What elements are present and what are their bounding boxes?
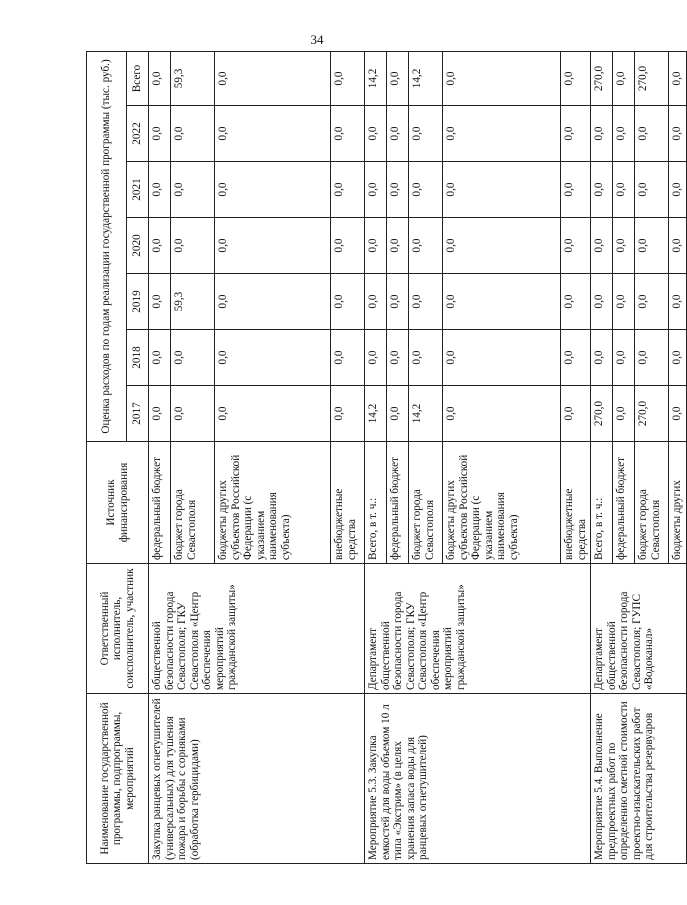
value-cell: 0,0 <box>365 274 387 330</box>
value-cell: 14,2 <box>409 386 443 442</box>
value-cell: 0,0 <box>215 106 331 162</box>
value-cell: 270,0 <box>635 386 669 442</box>
value-cell: 0,0 <box>387 330 409 386</box>
source-label: федеральный бюджет <box>613 442 635 564</box>
value-cell: 0,0 <box>669 106 687 162</box>
value-cell: 0,0 <box>443 106 561 162</box>
source-label: бюджет города Севастополя <box>409 442 443 564</box>
value-cell: 270,0 <box>635 51 669 105</box>
source-label: бюджеты других <box>669 442 687 564</box>
value-cell: 0,0 <box>443 162 561 218</box>
row-name: Мероприятие 5.3. Закупка емкостей для воды объемом 10 л типа «Экстрим» (в целях хранения запаса воды для ранцевых огнетушителей) <box>365 694 591 864</box>
value-cell: 0,0 <box>669 162 687 218</box>
value-cell: 14,2 <box>409 51 443 105</box>
value-cell: 0,0 <box>613 330 635 386</box>
value-cell: 0,0 <box>365 330 387 386</box>
value-cell: 0,0 <box>635 218 669 274</box>
value-cell: 0,0 <box>149 106 171 162</box>
header-year: Всего <box>127 51 149 105</box>
value-cell: 0,0 <box>561 386 591 442</box>
value-cell: 0,0 <box>331 106 365 162</box>
row-name: Закупка ранцевых огнетушителей (универсальных) для тушения пожара и борьбы с сорняками (обработка гербицидами) <box>149 694 365 864</box>
value-cell: 0,0 <box>149 218 171 274</box>
value-cell: 0,0 <box>669 51 687 105</box>
value-cell: 0,0 <box>387 386 409 442</box>
value-cell: 0,0 <box>331 330 365 386</box>
value-cell: 0,0 <box>409 218 443 274</box>
value-cell: 0,0 <box>613 162 635 218</box>
value-cell: 0,0 <box>215 162 331 218</box>
source-label: Всего, в т. ч.: <box>365 442 387 564</box>
value-cell: 59,3 <box>171 51 215 105</box>
value-cell: 0,0 <box>443 51 561 105</box>
source-label: Всего, в т. ч.: <box>591 442 613 564</box>
value-cell: 0,0 <box>591 330 613 386</box>
value-cell: 0,0 <box>331 386 365 442</box>
row-responsible: общественной безопасности города Севастополя; ГКУ Севастополя «Центр обеспечения мероприятий гражданской защиты» <box>149 564 365 694</box>
value-cell: 0,0 <box>591 162 613 218</box>
header-responsible: Ответственный исполнитель, соисполнитель, участник <box>87 564 149 694</box>
value-cell: 0,0 <box>365 218 387 274</box>
source-label: внебюджетные средства <box>561 442 591 564</box>
value-cell: 0,0 <box>331 218 365 274</box>
value-cell: 0,0 <box>409 274 443 330</box>
source-label: бюджеты других субъектов Российской Федерации (с указанием наименования субъекта) <box>215 442 331 564</box>
value-cell: 270,0 <box>591 51 613 105</box>
value-cell: 14,2 <box>365 386 387 442</box>
table-row <box>365 51 387 863</box>
row-responsible: Департамент общественной безопасности города Севастополя; ГКУ Севастополя «Центр обеспечения мероприятий гражданской защиты» <box>365 564 591 694</box>
value-cell: 0,0 <box>387 106 409 162</box>
value-cell: 0,0 <box>215 386 331 442</box>
table-row <box>591 51 613 863</box>
value-cell: 0,0 <box>635 330 669 386</box>
value-cell: 0,0 <box>387 162 409 218</box>
value-cell: 0,0 <box>215 218 331 274</box>
value-cell: 0,0 <box>443 330 561 386</box>
header-year: 2022 <box>127 106 149 162</box>
source-label: федеральный бюджет <box>387 442 409 564</box>
value-cell: 0,0 <box>613 106 635 162</box>
source-label: бюджет города Севастополя <box>635 442 669 564</box>
value-cell: 0,0 <box>613 386 635 442</box>
value-cell: 0,0 <box>443 274 561 330</box>
value-cell: 0,0 <box>669 274 687 330</box>
header-year: 2018 <box>127 330 149 386</box>
value-cell: 0,0 <box>365 106 387 162</box>
value-cell: 0,0 <box>561 274 591 330</box>
budget-table <box>86 51 687 864</box>
value-cell: 0,0 <box>215 51 331 105</box>
value-cell: 0,0 <box>409 106 443 162</box>
value-cell: 0,0 <box>149 386 171 442</box>
header-year: 2020 <box>127 218 149 274</box>
row-responsible: Департамент общественной безопасности города Севастополя; ГУПС «Водоканал» <box>591 564 687 694</box>
header-year: 2019 <box>127 274 149 330</box>
value-cell: 0,0 <box>591 274 613 330</box>
value-cell: 0,0 <box>561 162 591 218</box>
source-label: федеральный бюджет <box>149 442 171 564</box>
value-cell: 0,0 <box>171 386 215 442</box>
source-label: внебюджетные средства <box>331 442 365 564</box>
value-cell: 14,2 <box>365 51 387 105</box>
header-name: Наименование государственной программы, подпрограммы, мероприятий <box>87 694 149 864</box>
value-cell: 0,0 <box>149 51 171 105</box>
value-cell: 0,0 <box>635 274 669 330</box>
value-cell: 0,0 <box>149 330 171 386</box>
value-cell: 0,0 <box>613 218 635 274</box>
value-cell: 0,0 <box>387 274 409 330</box>
value-cell: 0,0 <box>561 218 591 274</box>
value-cell: 59,3 <box>171 274 215 330</box>
value-cell: 0,0 <box>331 274 365 330</box>
value-cell: 0,0 <box>409 162 443 218</box>
header-estimate: Оценка расходов по годам реализации государственной программы (тыс. руб.) <box>87 51 127 441</box>
header-source: Источник финансирования <box>87 442 149 564</box>
header-year: 2017 <box>127 386 149 442</box>
value-cell: 0,0 <box>561 51 591 105</box>
rotated-table-container <box>86 52 684 864</box>
value-cell: 270,0 <box>591 386 613 442</box>
value-cell: 0,0 <box>635 106 669 162</box>
source-label: бюджет города Севастополя <box>171 442 215 564</box>
value-cell: 0,0 <box>635 162 669 218</box>
value-cell: 0,0 <box>613 51 635 105</box>
value-cell: 0,0 <box>561 330 591 386</box>
value-cell: 0,0 <box>669 330 687 386</box>
value-cell: 0,0 <box>443 218 561 274</box>
header-year: 2021 <box>127 162 149 218</box>
value-cell: 0,0 <box>443 386 561 442</box>
page-number: 34 <box>310 32 324 47</box>
value-cell: 0,0 <box>171 218 215 274</box>
value-cell: 0,0 <box>561 106 591 162</box>
value-cell: 0,0 <box>215 274 331 330</box>
value-cell: 0,0 <box>669 218 687 274</box>
value-cell: 0,0 <box>171 162 215 218</box>
value-cell: 0,0 <box>409 330 443 386</box>
value-cell: 0,0 <box>387 218 409 274</box>
source-label: бюджеты других субъектов Российской Федерации (с указанием наименования субъекта) <box>443 442 561 564</box>
value-cell: 0,0 <box>387 51 409 105</box>
value-cell: 0,0 <box>591 218 613 274</box>
table-row <box>149 51 171 863</box>
value-cell: 0,0 <box>149 162 171 218</box>
value-cell: 0,0 <box>171 330 215 386</box>
value-cell: 0,0 <box>331 51 365 105</box>
value-cell: 0,0 <box>613 274 635 330</box>
value-cell: 0,0 <box>591 106 613 162</box>
value-cell: 0,0 <box>669 386 687 442</box>
value-cell: 0,0 <box>331 162 365 218</box>
row-name: Мероприятие 5.4. Выполнение предпроектных работ по определению сметной стоимости проектно-изыскательских работ для строительства резервуаров <box>591 694 687 864</box>
value-cell: 0,0 <box>365 162 387 218</box>
value-cell: 0,0 <box>215 330 331 386</box>
value-cell: 0,0 <box>171 106 215 162</box>
value-cell: 0,0 <box>149 274 171 330</box>
